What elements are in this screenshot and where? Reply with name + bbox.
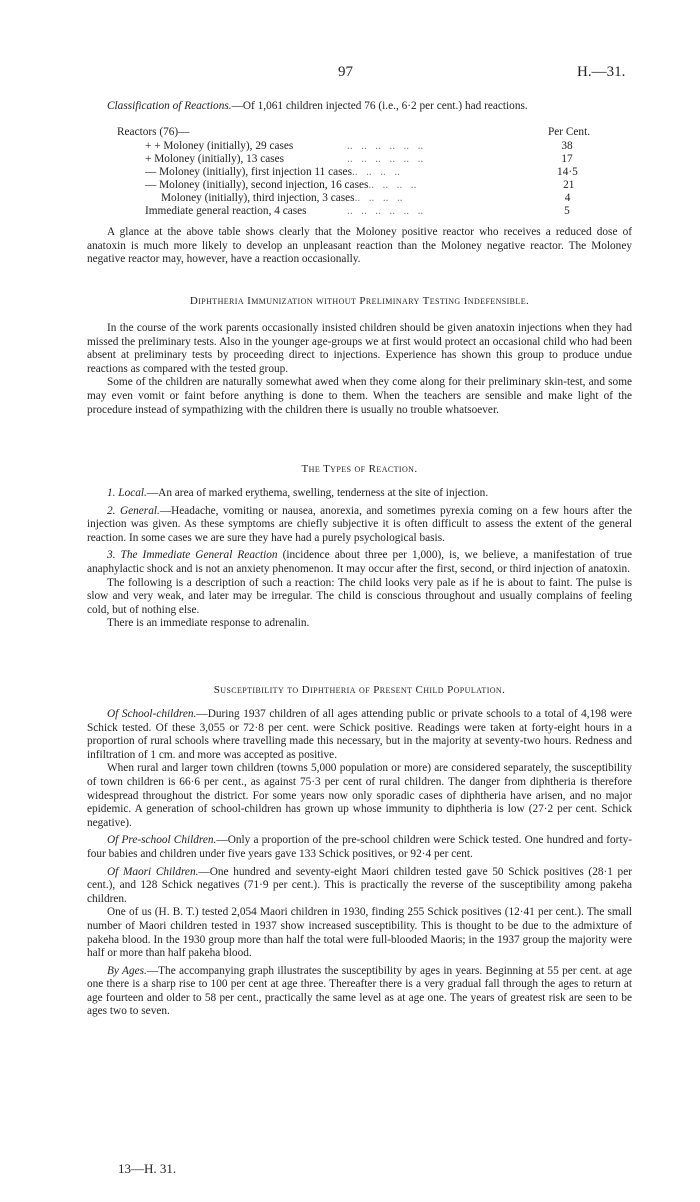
reaction-item-text: —An area of marked erythema, swelling, tenderness at the site of injection. — [146, 487, 489, 499]
paragraph: The following is a description of such a reaction: The child looks very pale as if he is about to faint. The pulse is slow and very weak, and later may be irregular. The child is conscious throughout and usually complains of feeling cold, but of nothing else. — [87, 576, 632, 616]
reactor-row — [117, 179, 587, 192]
reactor-value: 21 — [563, 179, 575, 191]
reactor-value: 17 — [561, 153, 573, 165]
reactor-dots: .. .. .. .. — [351, 166, 400, 178]
susceptibility-section — [87, 708, 632, 1019]
section-heading-immunization: Diphtheria Immunization without Preliminary Testing Indefensible. — [189, 295, 530, 307]
section-heading-susceptibility: Susceptibility to Diphtheria of Present Child Population. — [213, 684, 506, 696]
glance-paragraph: A glance at the above table shows clearly that the Moloney positive reactor who receives a reduced dose of anatoxin is much more likely to develop an unpleasant reaction than the Moloney negative reactor. The Moloney negative reactor may, however, have a reaction occasionally. — [87, 226, 632, 266]
reaction-item-label: 3. The Immediate General Reaction — [107, 549, 278, 562]
reactor-row — [117, 140, 587, 153]
ages-text: —The accompanying graph illustrates the susceptibility by ages in years. Beginning at 55 per cent. at age one there is a sharp rise to 100 per cent at age three. Thereafter there is a very gradual fall through the ages to return at age fourteen and older to 58 per cent., practically the same level as at age one. The years of greatest risk are seen to be ages two to seven. — [87, 964, 632, 1018]
classification-paragraph — [87, 100, 632, 114]
preschool-label: Of Pre-school Children. — [107, 834, 217, 847]
classification-text: —Of 1,061 children injected 76 (i.e., 6·2 per cent.) had reactions. — [231, 100, 528, 112]
per-cent-header: Per Cent. — [548, 126, 591, 138]
reaction-item — [87, 549, 632, 576]
reactor-dots: .. .. .. .. — [368, 179, 417, 191]
reactor-value: 38 — [561, 140, 573, 152]
reaction-item — [87, 487, 632, 501]
page-number: 97 — [338, 64, 353, 80]
maori-paragraph — [87, 866, 632, 907]
reactors-table — [117, 140, 587, 218]
reactor-row — [117, 205, 587, 218]
reactor-row — [117, 153, 587, 166]
paragraph: There is an immediate response to adrenalin. — [107, 617, 310, 630]
reactor-row — [117, 166, 587, 179]
reactor-label: Immediate general reaction, 4 cases — [145, 205, 307, 217]
reactor-value: 4 — [564, 192, 571, 204]
hbt-paragraph: One of us (H. B. T.) tested 2,054 Maori children in 1930, finding 255 Schick positives (12·41 per cent.). The small number of Maori children tested in 1937 show increased susceptibility. This is thought to be due to the admixture of pakeha blood. In the 1930 group more than half the total were full-blooded Maoris; in the 1937 group the majority were half or more than half pakeha blood. — [87, 906, 632, 960]
reactor-dots: .. .. .. .. .. .. — [347, 140, 424, 152]
reactor-label: — Moloney (initially), second injection, 16 cases — [145, 179, 369, 191]
paragraph: In the course of the work parents occasionally insisted children should be given anatoxin injections when they had missed the preliminary tests. Also in the younger age-groups we at first would protect an occasional child who had been absent at preliminary tests by proceeding direct to injections. Experience has shown this group to produce undue reactions as compared with the tested group. — [87, 322, 632, 375]
reactor-dots: .. .. .. .. .. .. — [347, 205, 424, 217]
document-code: H.—31. — [577, 64, 626, 80]
section-heading-reaction-types: The Types of Reaction. — [301, 463, 418, 475]
reactor-label: + + Moloney (initially), 29 cases — [145, 140, 294, 152]
reactor-dots: .. .. .. .. .. .. — [347, 153, 424, 165]
school-children-paragraph — [87, 708, 632, 762]
reaction-item — [87, 505, 632, 546]
reaction-item-text: —Headache, vomiting or nausea, anorexia, and sometimes pyrexia coming on a few hours after the injection was given. As these symptoms are chiefly subjective it is often difficult to assess the extent of the general reaction. In some cases we are sure they have had a purely psychological basis. — [87, 504, 632, 544]
maori-text: —One hundred and seventy-eight Maori children tested gave 50 Schick positives (28·1 per cent.), and 128 Schick negatives (71·9 per cent.). This is practically the reverse of the susceptibility among pakeha children. — [87, 865, 632, 905]
maori-label: Of Maori Children. — [107, 865, 199, 878]
reaction-types-section — [87, 487, 632, 631]
classification-label: Classification of Reactions. — [107, 100, 232, 112]
school-children-label: Of School-children. — [107, 708, 197, 720]
paragraph: Some of the children are naturally somewhat awed when they come along for their preliminary skin-test, and some may even vomit or faint before anything is done to them. When the teachers are sensible and make light of the procedure instead of sympathizing with the children there is usually no trouble whatsoever. — [87, 376, 632, 416]
reaction-item-text: (incidence about three per 1,000), is, we believe, a manifestation of true anaphylactic shock and is not an anxiety phenomenon. It may occur after the first, second, or third injection of anatoxin. — [87, 549, 632, 575]
immunization-section — [87, 322, 632, 417]
ages-label: By Ages. — [107, 964, 147, 977]
reaction-item-label: 1. Local. — [107, 487, 147, 499]
reactor-value: 5 — [564, 205, 570, 217]
preschool-paragraph — [87, 834, 632, 861]
reactor-label: Moloney (initially), third injection, 3 cases — [161, 192, 355, 204]
preschool-text: —Only a proportion of the pre-school children were Schick tested. One hundred and forty-four babies and children under five years gave 133 Schick positives, or 92·4 per cent. — [87, 834, 632, 860]
footer-code: 13—H. 31. — [118, 1161, 177, 1176]
school-children-text: —During 1937 children of all ages attending public or private schools to a total of 4,198 were Schick tested. Of these 3,055 or 72·8 per cent. were Schick positive. Readings were taken at forty-eight hours in a proportion of rural schools where travelling made this necessary, but in the majority at seventy-two hours. Redness and infiltration of 1 cm. and more was accepted as positive. — [87, 708, 633, 761]
reactor-label: — Moloney (initially), first injection 11 cases — [145, 166, 352, 178]
reactor-dots: .. .. .. .. — [354, 192, 403, 204]
reactor-label: + Moloney (initially), 13 cases — [145, 153, 285, 165]
ages-paragraph — [87, 965, 632, 1019]
reactors-title: Reactors (76)— — [117, 126, 190, 138]
reaction-item-label: 2. General. — [107, 504, 160, 517]
reactor-value: 14·5 — [557, 166, 578, 178]
rural-paragraph: When rural and larger town children (towns 5,000 population or more) are considered separately, the susceptibility of town children is 66·6 per cent., as against 75·3 per cent of rural children. The danger from diphtheria is therefore widespread throughout the district. For some years now only sporadic cases of diphtheria have arisen, and no major epidemic. A generation of school-children has grown up whose immunity to diphtheria is low (27·2 per cent. Schick negative). — [87, 762, 632, 829]
reactor-row — [117, 192, 587, 205]
